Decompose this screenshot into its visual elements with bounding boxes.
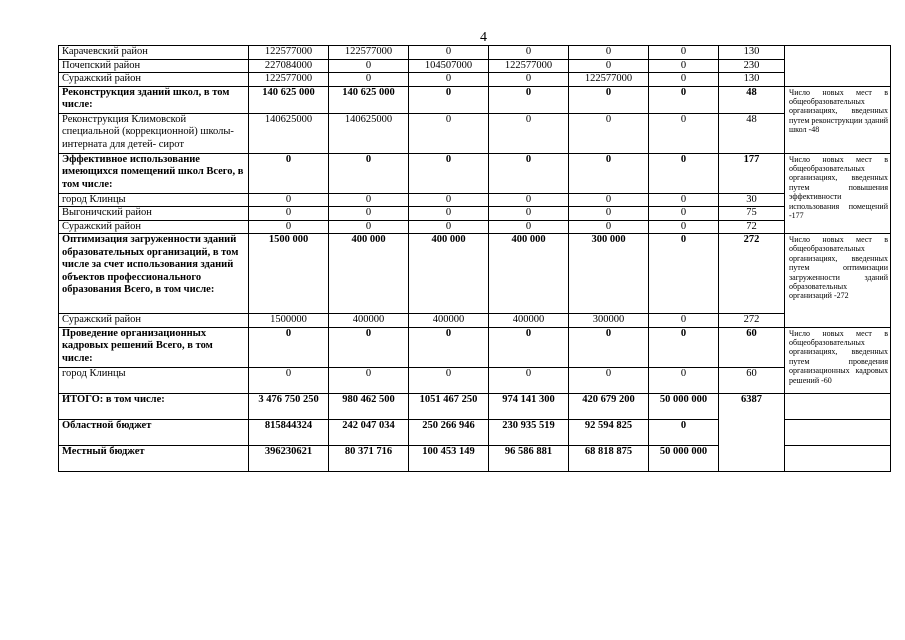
- cell: 974 141 300: [489, 393, 569, 419]
- cell: 272: [719, 314, 785, 328]
- row-label: город Клинцы: [59, 367, 249, 393]
- cell: 0: [489, 46, 569, 60]
- cell: 60: [719, 327, 785, 367]
- cell: 0: [409, 73, 489, 87]
- cell: 0: [409, 113, 489, 153]
- cell: 0: [649, 367, 719, 393]
- cell: 0: [249, 193, 329, 207]
- cell: 0: [649, 113, 719, 153]
- cell: 130: [719, 46, 785, 60]
- cell: 815844324: [249, 419, 329, 445]
- cell: 420 679 200: [569, 393, 649, 419]
- cell: 140 625 000: [249, 86, 329, 113]
- cell: 0: [409, 327, 489, 367]
- cell: 0: [409, 367, 489, 393]
- cell: 0: [409, 207, 489, 221]
- note-cell: Число новых мест в общеобразовательных организациях, введенных путем реконструкции зданий школ -48: [785, 86, 891, 153]
- table-row: [59, 234, 891, 314]
- cell: 122577000: [249, 73, 329, 87]
- cell: 0: [569, 193, 649, 207]
- cell: 227084000: [249, 59, 329, 73]
- cell: 230 935 519: [489, 419, 569, 445]
- cell: 400000: [409, 314, 489, 328]
- row-label: Почепский район: [59, 59, 249, 73]
- budget-table: [58, 45, 891, 472]
- cell: 122577000: [569, 73, 649, 87]
- cell: 300 000: [569, 234, 649, 314]
- cell: 400000: [329, 314, 409, 328]
- cell: 0: [409, 220, 489, 234]
- cell: 0: [649, 153, 719, 193]
- cell: 104507000: [409, 59, 489, 73]
- cell: 68 818 875: [569, 445, 649, 471]
- cell: 0: [489, 220, 569, 234]
- row-label: Суражский район: [59, 220, 249, 234]
- note-cell: Число новых мест в общеобразовательных организациях, введенных путем проведения организационных кадровых решений -60: [785, 327, 891, 393]
- cell: 6387: [719, 393, 785, 471]
- cell: 0: [569, 367, 649, 393]
- table-row: [59, 113, 891, 153]
- cell: 0: [249, 220, 329, 234]
- cell: 48: [719, 113, 785, 153]
- table-row: [59, 46, 891, 60]
- cell: 0: [249, 153, 329, 193]
- cell: 0: [649, 234, 719, 314]
- table-row: [59, 207, 891, 221]
- note-cell: Число новых мест в общеобразовательных организациях, введенных путем оптимизации загруженности зданий образовательных организаций -272: [785, 234, 891, 328]
- cell: 0: [649, 207, 719, 221]
- page-number: 4: [480, 30, 487, 45]
- cell: 0: [649, 327, 719, 367]
- table-row: [59, 367, 891, 393]
- note-cell-empty: [785, 419, 891, 445]
- note-cell: Число новых мест в общеобразовательных организациях, введенных путем повышения эффективности использования помещений -177: [785, 153, 891, 234]
- cell: 50 000 000: [649, 393, 719, 419]
- cell: 0: [249, 207, 329, 221]
- cell: 0: [569, 59, 649, 73]
- cell: 177: [719, 153, 785, 193]
- cell: 0: [409, 193, 489, 207]
- cell: 48: [719, 86, 785, 113]
- row-label: Областной бюджет: [59, 419, 249, 445]
- row-label: ИТОГО: в том числе:: [59, 393, 249, 419]
- row-label: Выгоничский район: [59, 207, 249, 221]
- cell: 0: [329, 207, 409, 221]
- row-label: Суражский район: [59, 314, 249, 328]
- row-label: Оптимизация загруженности зданий образовательных организаций, в том числе за счет использования зданий объектов профессионального образования Всего, в том числе:: [59, 234, 249, 314]
- cell: 0: [649, 193, 719, 207]
- cell: 400000: [489, 314, 569, 328]
- cell: 0: [649, 220, 719, 234]
- cell: 122577000: [329, 46, 409, 60]
- cell: 140 625 000: [329, 86, 409, 113]
- cell: 242 047 034: [329, 419, 409, 445]
- row-label: город Клинцы: [59, 193, 249, 207]
- cell: 50 000 000: [649, 445, 719, 471]
- cell: 92 594 825: [569, 419, 649, 445]
- row-label: Проведение организационных кадровых решений Всего, в том числе:: [59, 327, 249, 367]
- cell: 0: [489, 207, 569, 221]
- cell: 272: [719, 234, 785, 314]
- cell: 0: [409, 86, 489, 113]
- cell: 0: [489, 153, 569, 193]
- table-row: [59, 327, 891, 367]
- cell: 60: [719, 367, 785, 393]
- note-cell-empty: [785, 445, 891, 471]
- cell: 0: [569, 86, 649, 113]
- cell: 0: [489, 193, 569, 207]
- cell: 130: [719, 73, 785, 87]
- cell: 140625000: [329, 113, 409, 153]
- cell: 3 476 750 250: [249, 393, 329, 419]
- table-row: [59, 193, 891, 207]
- cell: 122577000: [249, 46, 329, 60]
- cell: 30: [719, 193, 785, 207]
- cell: 396230621: [249, 445, 329, 471]
- row-label: Реконструкция Климовской специальной (коррекционной) школы-интерната для детей- сирот: [59, 113, 249, 153]
- cell: 0: [569, 46, 649, 60]
- cell: 0: [489, 86, 569, 113]
- cell: 250 266 946: [409, 419, 489, 445]
- table-row: [59, 220, 891, 234]
- cell: 400 000: [489, 234, 569, 314]
- cell: 80 371 716: [329, 445, 409, 471]
- cell: 0: [329, 73, 409, 87]
- cell: 0: [249, 367, 329, 393]
- row-label: Реконструкция зданий школ, в том числе:: [59, 86, 249, 113]
- cell: 230: [719, 59, 785, 73]
- cell: 0: [649, 419, 719, 445]
- cell: 0: [249, 327, 329, 367]
- cell: 400 000: [409, 234, 489, 314]
- cell: 980 462 500: [329, 393, 409, 419]
- row-label: Местный бюджет: [59, 445, 249, 471]
- cell: 0: [329, 327, 409, 367]
- table-row: [59, 314, 891, 328]
- table-row: [59, 86, 891, 113]
- cell: 1051 467 250: [409, 393, 489, 419]
- cell: 0: [569, 153, 649, 193]
- cell: 72: [719, 220, 785, 234]
- cell: 0: [329, 59, 409, 73]
- cell: 0: [649, 314, 719, 328]
- cell: 0: [569, 327, 649, 367]
- cell: 0: [489, 327, 569, 367]
- cell: 96 586 881: [489, 445, 569, 471]
- cell: 0: [489, 113, 569, 153]
- cell: 0: [649, 86, 719, 113]
- cell: 0: [569, 113, 649, 153]
- cell: 0: [329, 367, 409, 393]
- cell: 1500 000: [249, 234, 329, 314]
- cell: 0: [329, 193, 409, 207]
- cell: 0: [329, 220, 409, 234]
- cell: 140625000: [249, 113, 329, 153]
- cell: 0: [649, 59, 719, 73]
- cell: 0: [489, 367, 569, 393]
- cell: 0: [329, 153, 409, 193]
- table-row: [59, 59, 891, 73]
- row-label: Суражский район: [59, 73, 249, 87]
- cell: 75: [719, 207, 785, 221]
- table-row: [59, 393, 891, 419]
- row-label: Эффективное использование имеющихся помещений школ Всего, в том числе:: [59, 153, 249, 193]
- note-cell-empty: [785, 46, 891, 87]
- cell: 100 453 149: [409, 445, 489, 471]
- cell: 0: [569, 207, 649, 221]
- cell: 1500000: [249, 314, 329, 328]
- cell: 0: [409, 46, 489, 60]
- cell: 0: [569, 220, 649, 234]
- cell: 0: [409, 153, 489, 193]
- table-row: [59, 73, 891, 87]
- cell: 0: [489, 73, 569, 87]
- note-cell-empty: [785, 393, 891, 419]
- cell: 0: [649, 46, 719, 60]
- table-row: [59, 153, 891, 193]
- cell: 0: [649, 73, 719, 87]
- row-label: Карачевский район: [59, 46, 249, 60]
- cell: 400 000: [329, 234, 409, 314]
- cell: 122577000: [489, 59, 569, 73]
- cell: 300000: [569, 314, 649, 328]
